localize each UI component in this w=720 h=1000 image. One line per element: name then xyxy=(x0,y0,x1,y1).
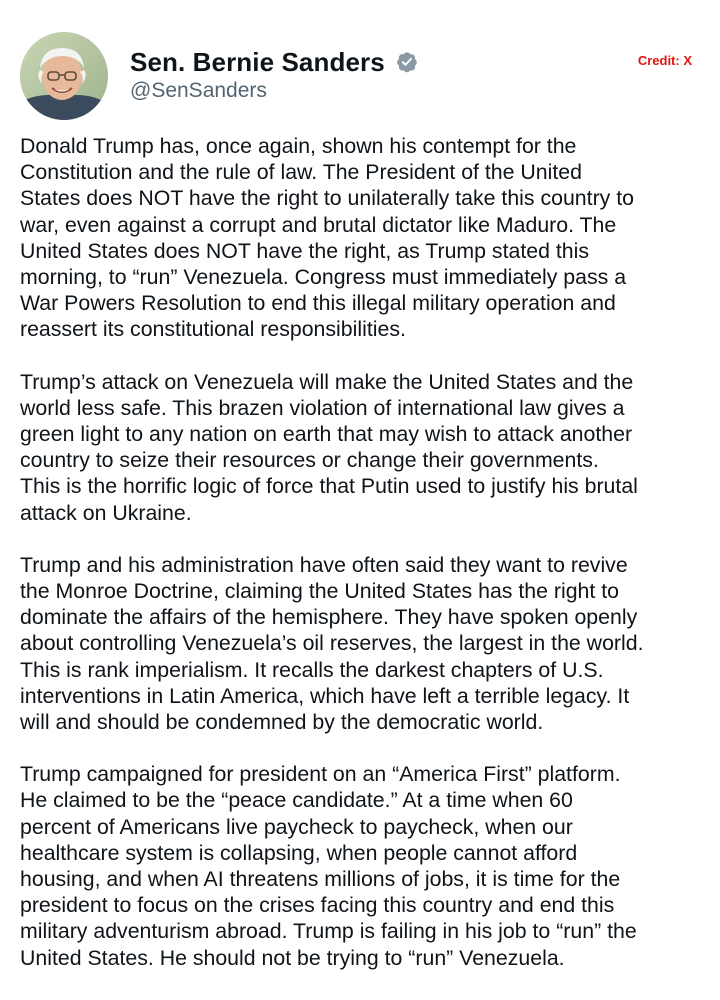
name-row xyxy=(130,44,421,80)
credit-label: Credit: X xyxy=(637,53,692,68)
post-paragraph-1: Donald Trump has, once again, shown his contempt for the Constitution and the rule of law. The President of the United States does NOT have the right to unilaterally take this country to war, even against a corrupt and brutal dictator like Maduro. The United States does NOT have the right, as Trump stated this morning, to “run” Venezuela. Congress must immediately pass a War Powers Resolution to end this illegal military operation and reassert its constitutional responsibilities. xyxy=(20,134,634,342)
avatar-image xyxy=(20,32,108,120)
post-paragraph-4: Trump campaigned for president on an “America First” platform. He claimed to be the “peace candidate.” At a time when 60 percent of Americans live paycheck to paycheck, when our healthcare system is collapsing, when people cannot afford housing, and when AI threatens millions of jobs, it is time for the president to focus on the crises facing this country and end this military adventurism abroad. Trump is failing in his job to “run” the United States. He should not be trying to “run” Venezuela. xyxy=(20,762,637,970)
display-name[interactable]: Sen. Bernie Sanders xyxy=(130,47,385,77)
post-paragraph-2: Trump’s attack on Venezuela will make the United States and the world less safe. This brazen violation of international law gives a green light to any nation on earth that may wish to attack another country to seize their resources or change their governments. This is the horrific logic of force that Putin used to justify his brutal attack on Ukraine. xyxy=(20,369,638,525)
post-body xyxy=(20,133,714,997)
verified-badge-icon xyxy=(393,48,421,76)
avatar[interactable] xyxy=(20,32,108,120)
user-handle[interactable]: @SenSanders xyxy=(130,79,267,102)
post-paragraph-3: Trump and his administration have often said they want to revive the Monroe Doctrine, claiming the United States has the right to dominate the affairs of the hemisphere. They have spoken openly about controlling Venezuela’s oil reserves, the largest in the world. This is rank imperialism. It recalls the darkest chapters of U.S. interventions in Latin America, which have left a terrible legacy. It will and should be condemned by the democratic world. xyxy=(20,552,644,735)
post-header xyxy=(20,32,700,124)
